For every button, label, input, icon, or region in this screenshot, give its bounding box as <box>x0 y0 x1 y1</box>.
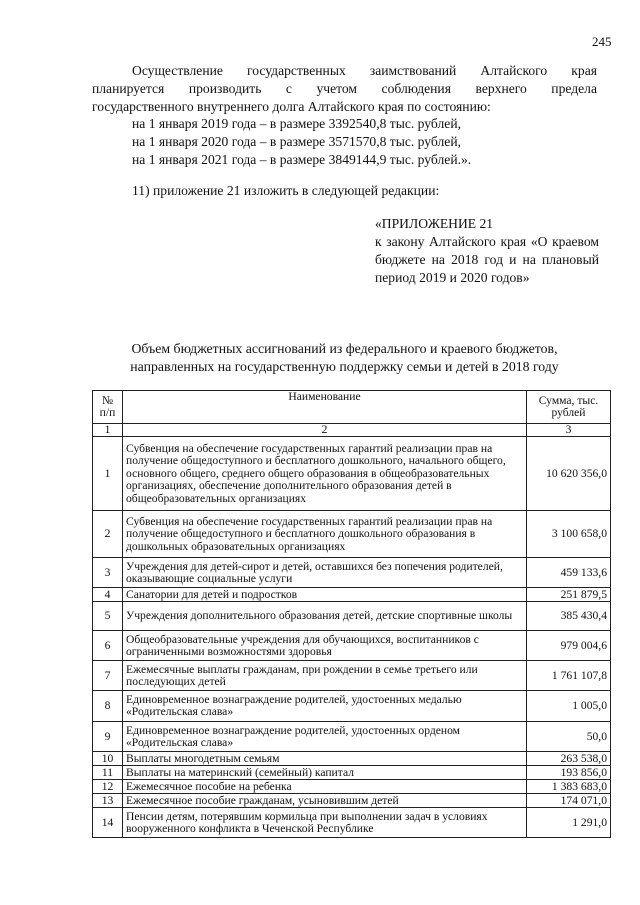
row-num: 10 <box>93 752 123 766</box>
row-num: 5 <box>93 602 123 631</box>
page-number: 245 <box>592 34 612 49</box>
table-row <box>93 661 611 691</box>
row-num: 14 <box>93 808 123 838</box>
row-name: Единовременное вознаграждение родителей, удостоенных орденом «Родительская слава» <box>123 722 527 752</box>
row-name: Пенсии детям, потерявшим кормильца при выполнении задач в условиях вооруженного конфликта в Чеченской Республике <box>123 808 527 838</box>
row-sum: 50,0 <box>527 722 611 752</box>
table-title-line-2: направленных на государственную поддержку семьи и детей в 2018 году <box>130 359 559 374</box>
row-num: 9 <box>93 722 123 752</box>
intro-line-1: Осуществление государственных заимствований Алтайского края <box>132 63 597 78</box>
row-sum: 263 538,0 <box>527 752 611 766</box>
debt-item: на 1 января 2021 года – в размере 3849144,9 тыс. рублей.». <box>132 152 472 167</box>
row-sum: 193 856,0 <box>527 766 611 780</box>
row-num: 6 <box>93 631 123 661</box>
index-cell: 3 <box>527 424 611 437</box>
row-sum: 1 761 107,8 <box>527 661 611 691</box>
index-cell: 2 <box>123 424 527 437</box>
row-name: Выплаты многодетным семьям <box>123 752 527 766</box>
debt-item: на 1 января 2019 года – в размере 3392540,8 тыс. рублей, <box>132 116 461 131</box>
row-sum: 1 383 683,0 <box>527 780 611 794</box>
row-num: 12 <box>93 780 123 794</box>
index-cell: 1 <box>93 424 123 437</box>
row-sum: 459 133,6 <box>527 558 611 588</box>
row-name: Ежемесячные выплаты гражданам, при рождении в семье третьего или последующих детей <box>123 661 527 691</box>
row-name: Выплаты на материнский (семейный) капитал <box>123 766 527 780</box>
row-name: Учреждения для детей-сирот и детей, оставшихся без попечения родителей, оказывающие социальные услуги <box>123 558 527 588</box>
row-sum: 1 005,0 <box>527 691 611 722</box>
debt-item: на 1 января 2020 года – в размере 3571570,8 тыс. рублей, <box>132 134 461 149</box>
header-name: Наименование <box>123 391 527 424</box>
row-name: Ежемесячное пособие гражданам, усыновившим детей <box>123 794 527 808</box>
appendix-heading: «ПРИЛОЖЕНИЕ 21 <box>375 216 494 231</box>
row-sum: 385 430,4 <box>527 602 611 631</box>
table-title-line-1: Объем бюджетных ассигнований из федерального и краевого бюджетов, <box>131 341 558 356</box>
table-row <box>93 794 611 808</box>
row-sum: 979 004,6 <box>527 631 611 661</box>
row-name: Учреждения дополнительного образования детей, детские спортивные школы <box>123 602 527 631</box>
row-num: 2 <box>93 511 123 558</box>
row-name: Субвенция на обеспечение государственных гарантий реализации прав на получение общедоступного и бесплатного дошкольного, начального общего, основного общего, среднего общего образования в общеобразовательных организациях, обеспечение дополнительного образования детей в общеобразовательных организациях <box>123 437 527 511</box>
table-row <box>93 722 611 752</box>
row-sum: 251 879,5 <box>527 588 611 602</box>
header-sum: Сумма, тыс. рублей <box>527 391 611 424</box>
row-sum: 174 071,0 <box>527 794 611 808</box>
appendix-block <box>375 215 599 287</box>
table-row <box>93 511 611 558</box>
table-row <box>93 752 611 766</box>
table-row <box>93 766 611 780</box>
row-name: Субвенция на обеспечение государственных гарантий реализации прав на получение общедоступного и бесплатного дошкольного образования в дошкольных образовательных организациях <box>123 511 527 558</box>
row-sum: 10 620 356,0 <box>527 437 611 511</box>
amendment-item-11: 11) приложение 21 изложить в следующей редакции: <box>132 183 440 198</box>
intro-line-2: планируется производить с учетом соблюдения верхнего предела <box>92 81 597 96</box>
row-num: 1 <box>93 437 123 511</box>
row-name: Единовременное вознаграждение родителей, удостоенных медалью «Родительская слава» <box>123 691 527 722</box>
table-row <box>93 691 611 722</box>
table-row <box>93 558 611 588</box>
table-index-row <box>93 424 611 437</box>
intro-line-3: государственного внутреннего долга Алтайского края по состоянию: <box>92 99 491 114</box>
table-row <box>93 780 611 794</box>
row-num: 8 <box>93 691 123 722</box>
table-row <box>93 808 611 838</box>
row-name: Общеобразовательные учреждения для обучающихся, воспитанников с ограниченными возможностями здоровья <box>123 631 527 661</box>
row-sum: 1 291,0 <box>527 808 611 838</box>
table-header-row <box>93 391 611 424</box>
row-name: Ежемесячное пособие на ребенка <box>123 780 527 794</box>
table-row <box>93 602 611 631</box>
appendix-text: к закону Алтайского края «О краевом бюджете на 2018 год и на плановый период 2019 и 2020 годов» <box>375 234 599 285</box>
table-title <box>92 340 597 376</box>
intro-paragraph <box>92 62 597 116</box>
table-row <box>93 437 611 511</box>
row-num: 4 <box>93 588 123 602</box>
row-num: 11 <box>93 766 123 780</box>
row-num: 3 <box>93 558 123 588</box>
row-sum: 3 100 658,0 <box>527 511 611 558</box>
header-num: № п/п <box>93 391 123 424</box>
budget-table <box>92 390 611 838</box>
row-num: 7 <box>93 661 123 691</box>
table-row <box>93 631 611 661</box>
table-row <box>93 588 611 602</box>
row-num: 13 <box>93 794 123 808</box>
row-name: Санатории для детей и подростков <box>123 588 527 602</box>
